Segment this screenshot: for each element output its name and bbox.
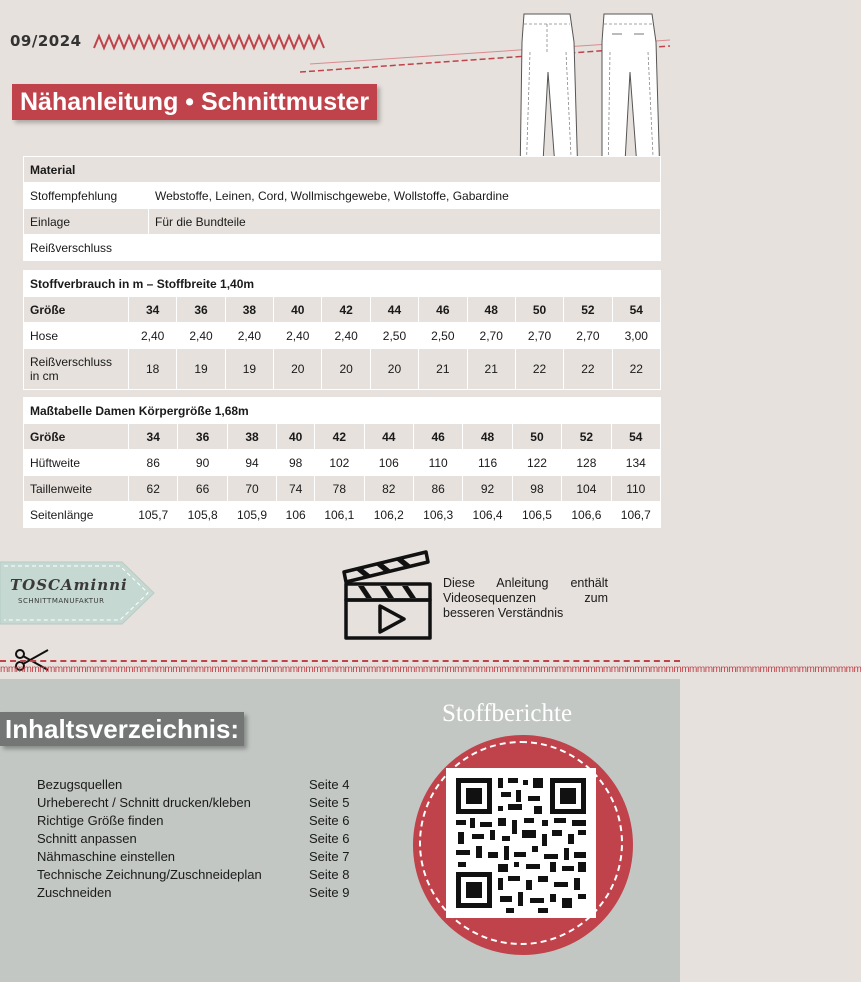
table-cell: 20	[370, 349, 418, 390]
table-cell: 2,40	[274, 323, 322, 349]
table-cell: 106,6	[562, 502, 611, 528]
zigzag-stitch-decoration	[94, 32, 324, 52]
table-cell: 20	[322, 349, 370, 390]
table-cell: 2,40	[225, 323, 273, 349]
size-header: 38	[225, 297, 273, 323]
toc-item-page: Seite 6	[309, 813, 350, 828]
table-cell: 78	[315, 476, 364, 502]
size-header: 34	[129, 297, 177, 323]
table-cell: 74	[277, 476, 315, 502]
row-label: Taillenweite	[24, 476, 129, 502]
table-cell: 116	[463, 450, 512, 476]
table-cell: 104	[562, 476, 611, 502]
table-cell: 2,70	[515, 323, 563, 349]
table-cell: 2,40	[322, 323, 370, 349]
table-cell: 94	[227, 450, 276, 476]
toc-item-label: Bezugsquellen	[37, 777, 123, 792]
table-cell: 22	[612, 349, 660, 390]
material-label: Einlage	[24, 209, 149, 235]
toc-item-page: Seite 5	[309, 795, 350, 810]
table-cell: 106,4	[463, 502, 512, 528]
toc-item[interactable]	[37, 866, 357, 884]
table-cell: 82	[364, 476, 413, 502]
table-cell: 122	[512, 450, 561, 476]
table-cell: 2,40	[177, 323, 225, 349]
table-cell: 2,50	[370, 323, 418, 349]
toc-item-page: Seite 6	[309, 831, 350, 846]
size-header: 44	[364, 424, 413, 450]
material-heading: Material	[24, 157, 661, 183]
table-cell: 20	[274, 349, 322, 390]
size-header: 42	[315, 424, 364, 450]
size-header: 42	[322, 297, 370, 323]
table-cell: 105,8	[178, 502, 227, 528]
toc-item-page: Seite 9	[309, 885, 350, 900]
table-of-contents	[37, 776, 357, 902]
table-cell: 106	[364, 450, 413, 476]
table-cell: 110	[611, 476, 660, 502]
size-header: 52	[564, 297, 612, 323]
table-cell: 19	[177, 349, 225, 390]
qr-code[interactable]	[446, 768, 596, 918]
brand-subtitle: SCHNITTMANUFAKTUR	[18, 597, 105, 605]
fabric-reports-title: Stoffberichte	[442, 700, 573, 727]
toc-item-label: Urheberecht / Schnitt drucken/kleben	[37, 795, 251, 810]
toc-item[interactable]	[37, 848, 357, 866]
material-value	[149, 235, 661, 261]
material-value: Webstoffe, Leinen, Cord, Wollmischgewebe, Wollstoffe, Gabardine	[149, 183, 661, 209]
size-header: 50	[512, 424, 561, 450]
size-header: 50	[515, 297, 563, 323]
table-cell: 2,40	[129, 323, 177, 349]
table-cell: 98	[277, 450, 315, 476]
table-cell: 98	[512, 476, 561, 502]
size-header: 52	[562, 424, 611, 450]
table-cell: 70	[227, 476, 276, 502]
toc-item-label: Schnitt anpassen	[37, 831, 137, 846]
size-header: 36	[178, 424, 227, 450]
toc-item[interactable]	[37, 830, 357, 848]
row-label: Hüftweite	[24, 450, 129, 476]
table-cell: 106	[277, 502, 315, 528]
size-header: 40	[274, 297, 322, 323]
material-label: Stoffempfehlung	[24, 183, 149, 209]
toc-item-label: Technische Zeichnung/Zuschneideplan	[37, 867, 262, 882]
table-cell: 19	[225, 349, 273, 390]
table-cell: 62	[129, 476, 178, 502]
table-cell: 2,70	[564, 323, 612, 349]
brand-logo: TOSCAminni	[10, 576, 128, 594]
material-value: Für die Bundteile	[149, 209, 661, 235]
fabric-usage-table	[23, 270, 661, 390]
table-cell: 66	[178, 476, 227, 502]
table-cell: 106,5	[512, 502, 561, 528]
stitch-decoration: mmmmmmmmmmmmmmmmmmmmmmmmmmmmmmmmmmmmmmmmmmmmmmmmmmmmmmmmmmmmmmmmmmmmmmmmmmmmmmmmmmmmmmmmmmmmmmmmmmmmmmmmmmmmmm	[0, 664, 861, 675]
table-cell: 22	[564, 349, 612, 390]
toc-item[interactable]	[37, 812, 357, 830]
usage-heading: Stoffverbrauch in m – Stoffbreite 1,40m	[24, 271, 661, 297]
table-cell: 106,3	[413, 502, 462, 528]
table-cell: 106,2	[364, 502, 413, 528]
row-label: Hose	[24, 323, 129, 349]
size-label: Größe	[24, 424, 129, 450]
size-header: 38	[227, 424, 276, 450]
toc-item-label: Zuschneiden	[37, 885, 112, 900]
table-cell: 18	[129, 349, 177, 390]
size-header: 48	[467, 297, 515, 323]
table-cell: 21	[467, 349, 515, 390]
table-cell: 92	[463, 476, 512, 502]
size-header: 54	[611, 424, 660, 450]
toc-item-label: Richtige Größe finden	[37, 813, 164, 828]
toc-item-label: Nähmaschine einstellen	[37, 849, 176, 864]
size-header: 46	[413, 424, 462, 450]
size-header: 34	[129, 424, 178, 450]
table-cell: 3,00	[612, 323, 660, 349]
table-cell: 128	[562, 450, 611, 476]
size-header: 46	[419, 297, 467, 323]
table-cell: 105,7	[129, 502, 178, 528]
toc-item-page: Seite 7	[309, 849, 350, 864]
toc-item[interactable]	[37, 776, 357, 794]
table-cell: 86	[129, 450, 178, 476]
issue-date: 09/2024	[10, 32, 82, 50]
size-header: 40	[277, 424, 315, 450]
table-cell: 86	[413, 476, 462, 502]
measure-heading: Maßtabelle Damen Körpergröße 1,68m	[24, 398, 661, 424]
toc-item[interactable]	[37, 794, 357, 812]
table-cell: 134	[611, 450, 660, 476]
table-cell: 110	[413, 450, 462, 476]
page-title: Nähanleitung • Schnittmuster	[12, 84, 377, 120]
size-header: 36	[177, 297, 225, 323]
table-cell: 90	[178, 450, 227, 476]
table-cell: 2,50	[419, 323, 467, 349]
cut-line	[0, 660, 680, 662]
table-cell: 102	[315, 450, 364, 476]
toc-item[interactable]	[37, 884, 357, 902]
row-label: Reißverschluss in cm	[24, 349, 129, 390]
size-header: 54	[612, 297, 660, 323]
size-label: Größe	[24, 297, 129, 323]
table-cell: 105,9	[227, 502, 276, 528]
table-cell: 2,70	[467, 323, 515, 349]
toc-item-page: Seite 4	[309, 777, 350, 792]
video-note: Diese Anleitung enthält Videosequenzen zum besseren Verständnis	[443, 576, 608, 620]
toc-title: Inhaltsverzeichnis:	[0, 712, 244, 746]
table-cell: 106,1	[315, 502, 364, 528]
table-cell: 22	[515, 349, 563, 390]
table-cell: 106,7	[611, 502, 660, 528]
size-header: 44	[370, 297, 418, 323]
video-clapperboard-icon	[342, 550, 434, 642]
size-header: 48	[463, 424, 512, 450]
material-label: Reißverschluss	[24, 235, 149, 261]
table-cell: 21	[419, 349, 467, 390]
row-label: Seitenlänge	[24, 502, 129, 528]
measurement-table	[23, 397, 661, 528]
toc-item-page: Seite 8	[309, 867, 350, 882]
material-table	[23, 156, 661, 261]
